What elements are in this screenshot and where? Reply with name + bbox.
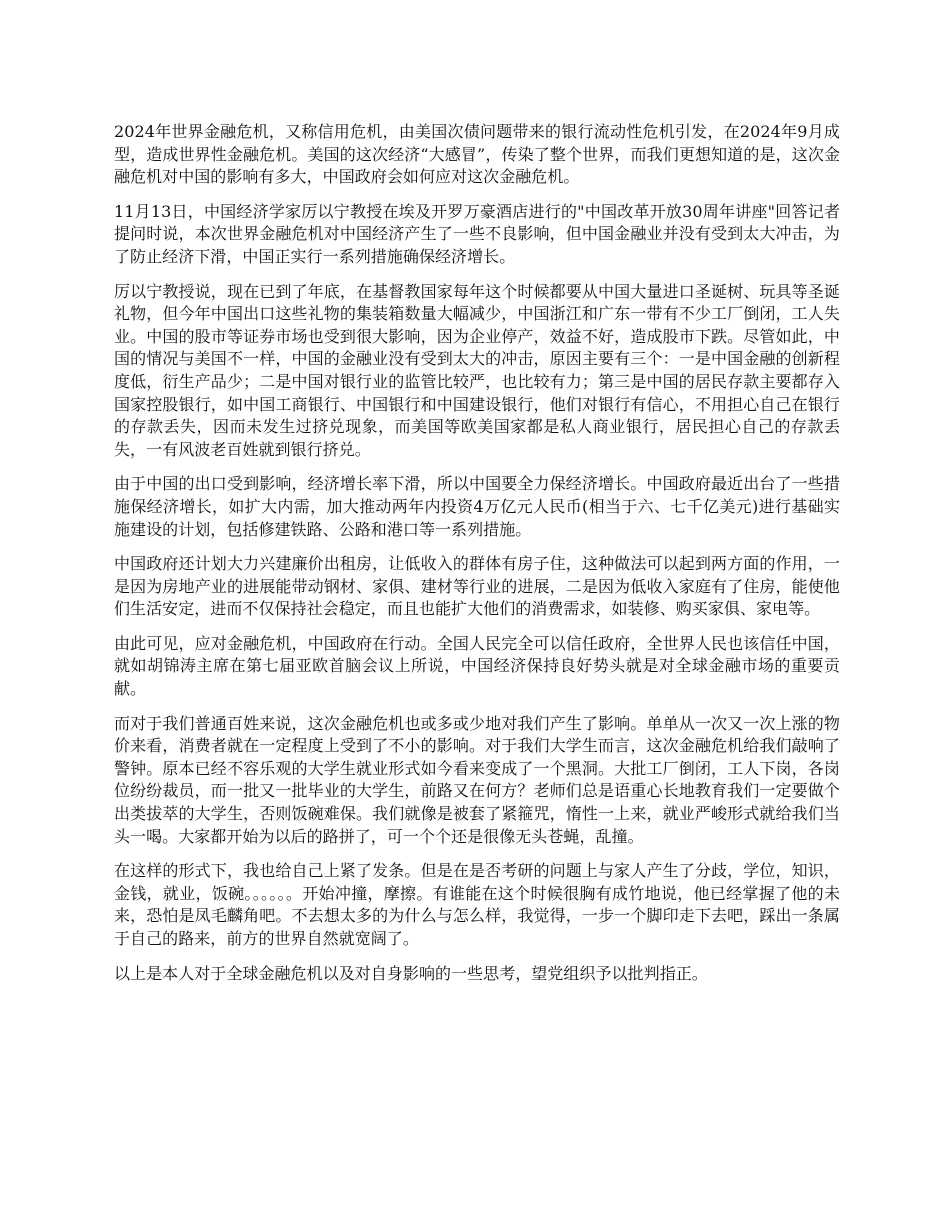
- paragraph-conclusion: 以上是本人对于全球金融危机以及对自身影响的一些思考，望党组织予以批判指正。: [114, 963, 708, 983]
- paragraph-students: 而对于我们普通百姓来说，这次金融危机也或多或少地对我们产生了影响。单单从一次又一次上涨的物价来看，消费者就在一定程度上受到了不小的影响。对于我们大学生而言，这次金融危机给我们敲响了警钟。原本已经不容乐观的大学生就业形式如今看来变成了一个黑洞。大批工厂倒闭，工人下岗，各岗位纷纷裁员，而一批又一批毕业的大学生，前路又在何方？老师们总是语重心长地教育我们一定要做个出类拔萃的大学生，否则饭碗难保。我们就像是被套了紧箍咒，惰性一上来，就业严峻形式就给我们当头一喝。大家都开始为以后的路拼了，可一个个还是很像无头苍蝇，乱撞。: [114, 713, 840, 846]
- paragraph-impact: 厉以宁教授说，现在已到了年底，在基督教国家每年这个时候都要从中国大量进口圣诞树、玩具等圣诞礼物，但今年中国出口这些礼物的集装箱数量大幅减少，中国浙江和广东一带有不少工厂倒闭，工人失业。中国的股市等证券市场也受到很大影响，因为企业停产，效益不好，造成股市下跌。尽管如此，中国的情况与美国不一样，中国的金融业没有受到太大的冲击，原因主要有三个：一是中国金融的创新程度低，衍生产品少；二是中国对银行业的监管比较严，也比较有力；第三是中国的居民存款主要都存入国家控股银行，如中国工商银行、中国银行和中国建设银行，他们对银行有信心，不用担心自己在银行的存款丢失，因而未发生过挤兑现象，而美国等欧美国家都是私人商业银行，居民担心自己的存款丢失，一有风波老百姓就到银行挤兑。: [114, 281, 840, 459]
- paragraph-government: 由此可见，应对金融危机，中国政府在行动。全国人民完全可以信任政府，全世界人民也该信任中国，就如胡锦涛主席在第七届亚欧首脑会议上所说，中国经济保持良好势头就是对全球金融市场的重要贡献。: [114, 633, 840, 699]
- paragraph-lecture: 11月13日，中国经济学家厉以宁教授在埃及开罗万豪酒店进行的"中国改革开放30周年讲座"回答记者提问时说，本次世界金融危机对中国经济产生了一些不良影响，但中国金融业并没有受到太大冲击，为了防止经济下滑，中国正实行一系列措施确保经济增长。: [114, 201, 840, 266]
- paragraph-personal: 在这样的形式下，我也给自己上紧了发条。但是在是否考研的问题上与家人产生了分歧，学位，知识，金钱，就业，饭碗。。。。。。开始冲撞，摩擦。有谁能在这个时候很胸有成竹地说，他已经掌握了他的未来，恐怕是凤毛麟角吧。不去想太多的为什么与怎么样，我觉得，一步一个脚印走下去吧，踩出一条属于自己的路来，前方的世界自然就宽阔了。: [114, 861, 840, 948]
- paragraph-intro: 2024年世界金融危机，又称信用危机，由美国次债问题带来的银行流动性危机引发，在2024年9月成型，造成世界性金融危机。美国的这次经济“大感冒”，传染了整个世界，而我们更想知道的是，这次金融危机对中国的影响有多大，中国政府会如何应对这次金融危机。: [114, 122, 840, 187]
- document-body: [114, 121, 840, 997]
- paragraph-stimulus: 由于中国的出口受到影响，经济增长率下滑，所以中国要全力保经济增长。中国政府最近出台了一些措施保经济增长，如扩大内需，加大推动两年内投资4万亿元人民币(相当于六、七千亿美元)进行基础实施建设的计划，包括修建铁路、公路和港口等一系列措施。: [114, 474, 840, 539]
- paragraph-housing: 中国政府还计划大力兴建廉价出租房，让低收入的群体有房子住，这种做法可以起到两方面的作用，一是因为房地产业的进展能带动钢材、家俱、建材等行业的进展，二是因为低收入家庭有了住房，能使他们生活安定，进而不仅保持社会稳定，而且也能扩大他们的消费需求，如装修、购买家俱、家电等。: [114, 554, 840, 619]
